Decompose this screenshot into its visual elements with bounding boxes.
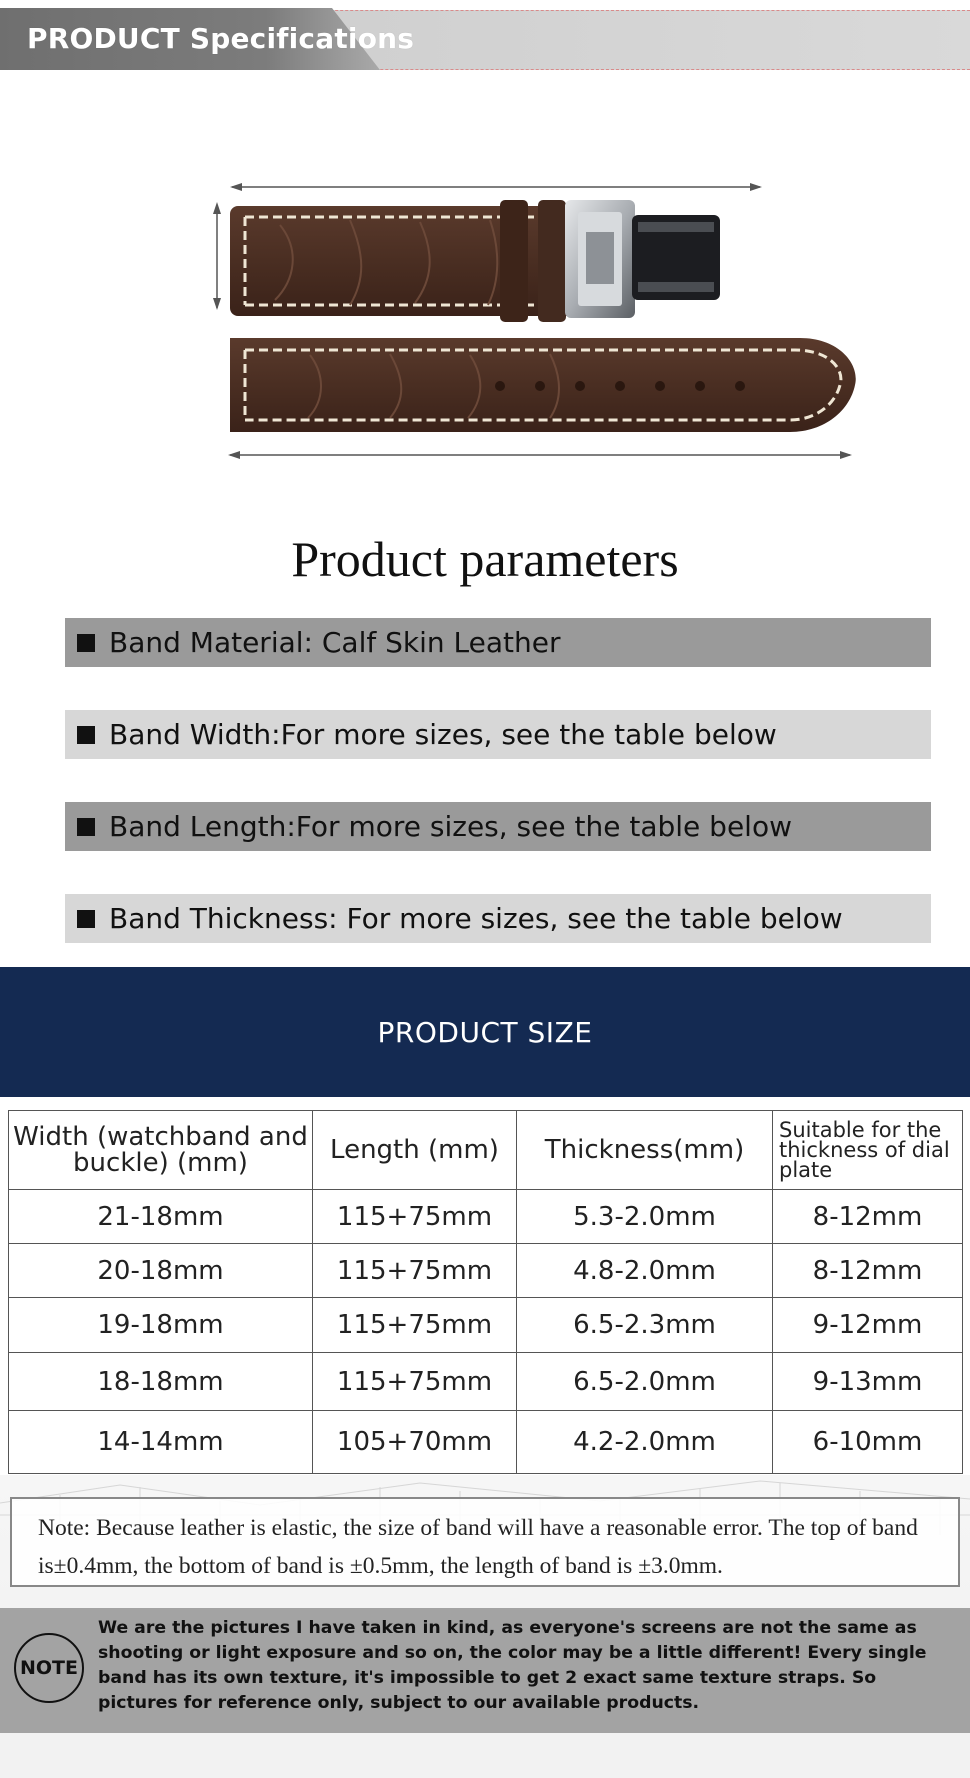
table-cell: 5.3-2.0mm <box>517 1190 773 1244</box>
table-row <box>9 1298 963 1353</box>
column-header: Suitable for the thickness of dial plate <box>773 1111 963 1190</box>
table-cell: 6.5-2.3mm <box>517 1298 773 1353</box>
table-cell: 21-18mm <box>9 1190 313 1244</box>
column-header: Width (watchband and buckle) (mm) <box>9 1111 313 1190</box>
short-strap-piece <box>230 200 590 322</box>
length-dimension-arrow-top <box>230 183 762 191</box>
table-cell: 18-18mm <box>9 1353 313 1411</box>
table-row <box>9 1244 963 1298</box>
column-header: Length (mm) <box>313 1111 517 1190</box>
product-size-title: PRODUCT SIZE <box>377 1015 593 1049</box>
param-band-material <box>65 618 931 667</box>
square-bullet-icon <box>77 818 95 836</box>
square-bullet-icon <box>77 910 95 928</box>
table-row <box>9 1353 963 1411</box>
table-cell: 115+75mm <box>313 1190 517 1244</box>
table-cell: 14-14mm <box>9 1411 313 1474</box>
param-text: Band Length:For more sizes, see the table below <box>109 810 792 843</box>
product-size-banner <box>0 967 970 1097</box>
param-band-length <box>65 802 931 851</box>
product-parameters-title: Product parameters <box>291 531 679 587</box>
table-cell: 105+70mm <box>313 1411 517 1474</box>
table-cell: 9-12mm <box>773 1298 963 1353</box>
square-bullet-icon <box>77 634 95 652</box>
note-badge: NOTE <box>14 1633 84 1703</box>
table-cell: 4.8-2.0mm <box>517 1244 773 1298</box>
param-band-width <box>65 710 931 759</box>
table-cell: 6.5-2.0mm <box>517 1353 773 1411</box>
table-cell: 4.2-2.0mm <box>517 1411 773 1474</box>
param-text: Band Thickness: For more sizes, see the table below <box>109 902 843 935</box>
table-cell: 9-13mm <box>773 1353 963 1411</box>
table-cell: 19-18mm <box>9 1298 313 1353</box>
width-dimension-arrow <box>213 202 221 310</box>
square-bullet-icon <box>77 726 95 744</box>
table-cell: 115+75mm <box>313 1298 517 1353</box>
disclaimer-text: We are the pictures I have taken in kind, as everyone's screens are not the same as shooting or light exposure and so on, the color may be a little different! Every single band has its own texture, it's impossible to get 2 exact same texture straps. So pictures for reference only, subject to our available products. <box>98 1618 927 1713</box>
watch-strap-image <box>200 170 880 470</box>
length-dimension-arrow-bottom <box>228 451 852 459</box>
table-cell: 20-18mm <box>9 1244 313 1298</box>
deployment-clasp <box>565 200 720 318</box>
param-band-thickness <box>65 894 931 943</box>
disclaimer-band <box>0 1608 970 1733</box>
table-cell: 8-12mm <box>773 1190 963 1244</box>
footer-strip <box>0 1733 970 1778</box>
table-header-row <box>9 1111 963 1190</box>
param-text: Band Width:For more sizes, see the table below <box>109 718 777 751</box>
header-title: PRODUCT Specifications <box>27 22 415 55</box>
size-table <box>8 1110 963 1474</box>
table-row <box>9 1411 963 1474</box>
table-cell: 115+75mm <box>313 1244 517 1298</box>
param-text: Band Material: Calf Skin Leather <box>109 626 561 659</box>
table-cell: 6-10mm <box>773 1411 963 1474</box>
leather-tolerance-note: Note: Because leather is elastic, the size of band will have a reasonable error. The top of band is±0.4mm, the bottom of band is ±0.5mm, the length of band is ±3.0mm. <box>10 1497 960 1587</box>
column-header: Thickness(mm) <box>517 1111 773 1190</box>
long-strap-piece <box>230 338 856 432</box>
specifications-header <box>0 8 970 70</box>
table-cell: 8-12mm <box>773 1244 963 1298</box>
table-cell: 115+75mm <box>313 1353 517 1411</box>
table-row <box>9 1190 963 1244</box>
